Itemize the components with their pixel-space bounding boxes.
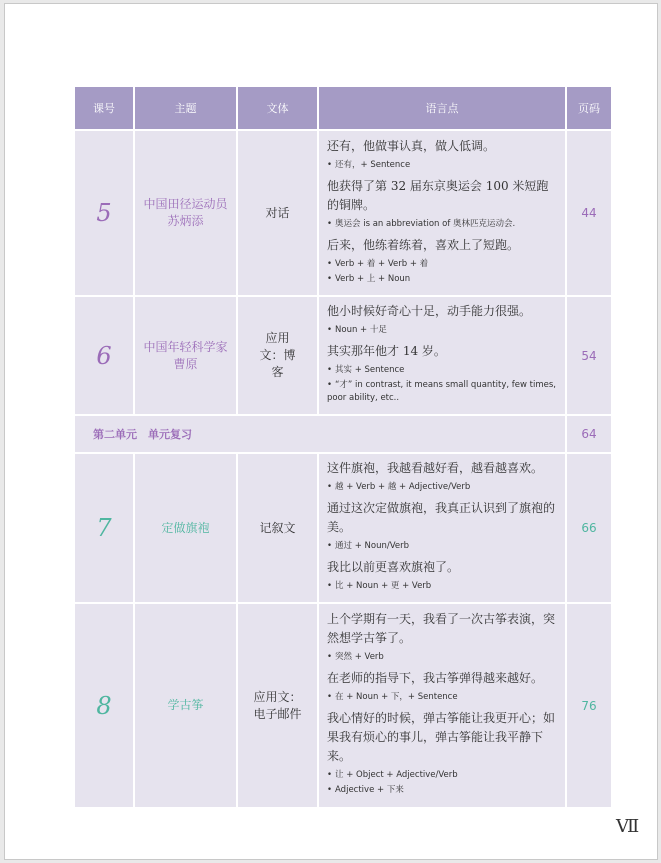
unit-review-row [75, 416, 611, 452]
lesson-title: 中国田径运动员苏炳添 [135, 131, 236, 295]
grammar-note: • 其实 + Sentence [327, 365, 405, 375]
header-lesson-no: 课号 [75, 87, 133, 129]
lesson-title: 定做旗袍 [135, 454, 236, 602]
grammar-note: • Verb + 上 + Noun [327, 273, 411, 284]
page-sheet [4, 3, 658, 860]
lesson-genre: 应用文：博客 [238, 297, 317, 414]
grammar-note: • 通过 + Noun/Verb [327, 541, 410, 551]
lesson-genre: 应用文：电子邮件 [238, 604, 317, 807]
lesson-genre: 对话 [238, 131, 317, 295]
lesson-row [75, 454, 611, 602]
lesson-number: 5 [75, 131, 133, 295]
lesson-title: 中国年轻科学家曹原 [135, 297, 236, 414]
header-row [75, 87, 611, 129]
example-sentence: 他获得了第 32 届东京奥运会 100 米短跑的铜牌。 [327, 178, 549, 212]
page-roman-numeral: Ⅶ [616, 816, 640, 837]
page-number: 76 [567, 604, 611, 807]
example-sentence: 这件旗袍，我越看越好看，越看越喜欢。 [327, 461, 544, 475]
contents-table [73, 85, 613, 809]
lesson-row [75, 131, 611, 295]
example-sentence: 上个学期有一天，我看了一次古筝表演，突然想学古筝了。 [327, 612, 556, 645]
lesson-number: 7 [75, 454, 133, 602]
grammar-note: • 让 + Object + Adjective/Verb [327, 770, 458, 780]
grammar-note: • Adjective + 下来 [327, 785, 404, 795]
grammar-note: • 突然 + Verb [327, 652, 384, 662]
grammar-note: • 在 + Noun + 下，+ Sentence [327, 692, 458, 702]
page-number: 64 [567, 416, 611, 452]
lesson-number: 8 [75, 604, 133, 807]
language-points [319, 131, 565, 295]
grammar-note: • Noun + 十足 [327, 325, 387, 335]
example-sentence: 在老师的指导下，我古筝弹得越来越好。 [327, 671, 544, 685]
example-sentence: 后来，他练着练着，喜欢上了短跑。 [327, 237, 520, 252]
grammar-note: • 还有，+ Sentence [327, 159, 411, 170]
language-points [319, 454, 565, 602]
example-sentence: 还有，他做事认真，做人低调。 [327, 138, 496, 153]
page-number: 54 [567, 297, 611, 414]
lesson-row [75, 297, 611, 414]
example-sentence: 我心情好的时候，弹古筝能让我更开心；如果我有烦心的事儿，弹古筝能让我平静下来。 [327, 711, 556, 763]
example-sentence: 我比以前更喜欢旗袍了。 [327, 560, 460, 574]
header-page: 页码 [567, 87, 611, 129]
lesson-genre: 记叙文 [238, 454, 317, 602]
grammar-note: • 奥运会 is an abbreviation of 奥林匹克运动会. [327, 218, 516, 229]
header-genre: 文体 [238, 87, 317, 129]
example-sentence: 其实那年他才 14 岁。 [327, 344, 446, 358]
header-topic: 主题 [135, 87, 236, 129]
language-points [319, 297, 565, 414]
lesson-row [75, 604, 611, 807]
page-number: 44 [567, 131, 611, 295]
grammar-note: • 比 + Noun + 更 + Verb [327, 581, 432, 591]
unit-review-label: 第二单元 单元复习 [75, 416, 565, 452]
lesson-title: 学古筝 [135, 604, 236, 807]
grammar-note: • “才” in contrast, it means small quantity, few times, poor ability, etc.. [327, 380, 556, 403]
page-number: 66 [567, 454, 611, 602]
lesson-number: 6 [75, 297, 133, 414]
grammar-note: • 越 + Verb + 越 + Adjective/Verb [327, 482, 471, 492]
example-sentence: 他小时候好奇心十足，动手能力很强。 [327, 304, 532, 318]
header-language-points: 语言点 [319, 87, 565, 129]
language-points [319, 604, 565, 807]
grammar-note: • Verb + 着 + Verb + 着 [327, 258, 429, 269]
example-sentence: 通过这次定做旗袍，我真正认识到了旗袍的美。 [327, 501, 556, 534]
